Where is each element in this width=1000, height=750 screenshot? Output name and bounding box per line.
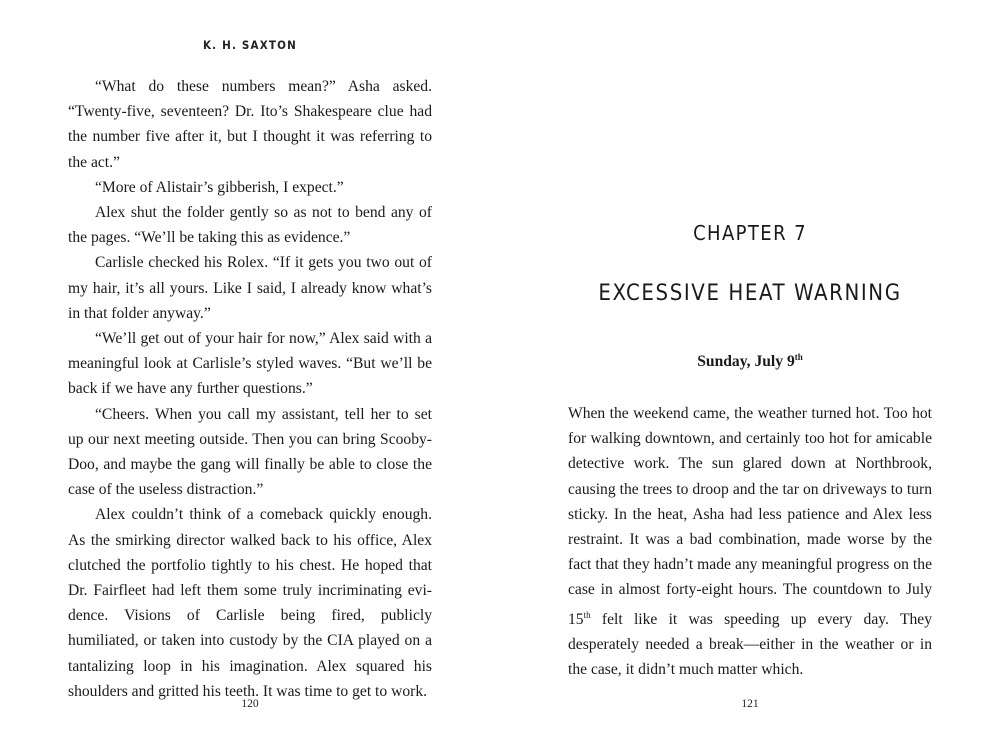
chapter-number: CHAPTER 7 xyxy=(693,221,807,245)
paragraph-text: When the weekend came, the weather turned hot. Too hot for walking downtown, and certainly too hot for amicable detective work. The sun glared down at Northbrook, causing the trees to droop and the tar on driveways to turn sticky. In the heat, Asha had less patience and Alex less restraint. It was a bad combination, made worse by the fact that they hadn’t made any meaningful progress on the case in almost forty-eight hours. The countdown to July 15 xyxy=(568,405,932,628)
paragraph: Carlisle checked his Rolex. “If it gets you two out of my hair, it’s all yours. Like I said, I already know what’s in that folder anyway.” xyxy=(68,254,432,322)
paragraph: Alex couldn’t think of a comeback quickly enough. As the smirking director walked back to his office, Alex clutched the portfolio tightly to his chest. He hoped that Dr. Fairfleet had left them some truly incriminating evidence. Visions of Carlisle being fired, publicly humiliated, or taken into custody by the CIA played on a tantalizing loop in his imagination. Alex squared his shoulders and gritted his teeth. It was time to get to work. xyxy=(68,506,432,700)
ordinal-suffix: th xyxy=(583,609,591,620)
chapter-title: EXCESSIVE HEAT WARNING xyxy=(598,281,902,306)
paragraph: “More of Alistair’s gibberish, I expect.” xyxy=(95,178,344,196)
dateline-ordinal: th xyxy=(794,352,803,362)
paragraph-text: felt like it was speeding up every day. They desperately needed a break—either in the weather or in the case, it didn’t much matter which. xyxy=(568,610,932,679)
page-number-left: 120 xyxy=(241,698,259,710)
right-page xyxy=(500,0,1000,750)
opening-paragraph xyxy=(568,401,932,682)
paragraph: “Cheers. When you call my assistant, tell her to set up our next meeting outside. Then you can bring Scooby-Doo, and maybe the gang will finally be able to close the case of the useless distraction.” xyxy=(68,405,432,499)
dateline-text: Sunday, July 9 xyxy=(697,353,795,371)
paragraph: “What do these numbers mean?” Asha asked. “Twenty-five, seventeen? Dr. Ito’s Shakespeare clue had the number five after it, but I thought it was referring to the act.” xyxy=(68,78,432,171)
left-page-body xyxy=(68,74,432,704)
page-number-right: 121 xyxy=(741,698,759,710)
paragraph: Alex shut the folder gently so as not to bend any of the pages. “We’ll be taking this as evidence.” xyxy=(68,204,432,247)
chapter-dateline xyxy=(500,352,1000,371)
right-page-body xyxy=(568,401,932,682)
running-head-author: K. H. SAXTON xyxy=(202,38,298,52)
paragraph: “We’ll get out of your hair for now,” Alex said with a meaningful look at Carlisle’s styled waves. “But we’ll be back if we have any further questions.” xyxy=(68,330,432,398)
